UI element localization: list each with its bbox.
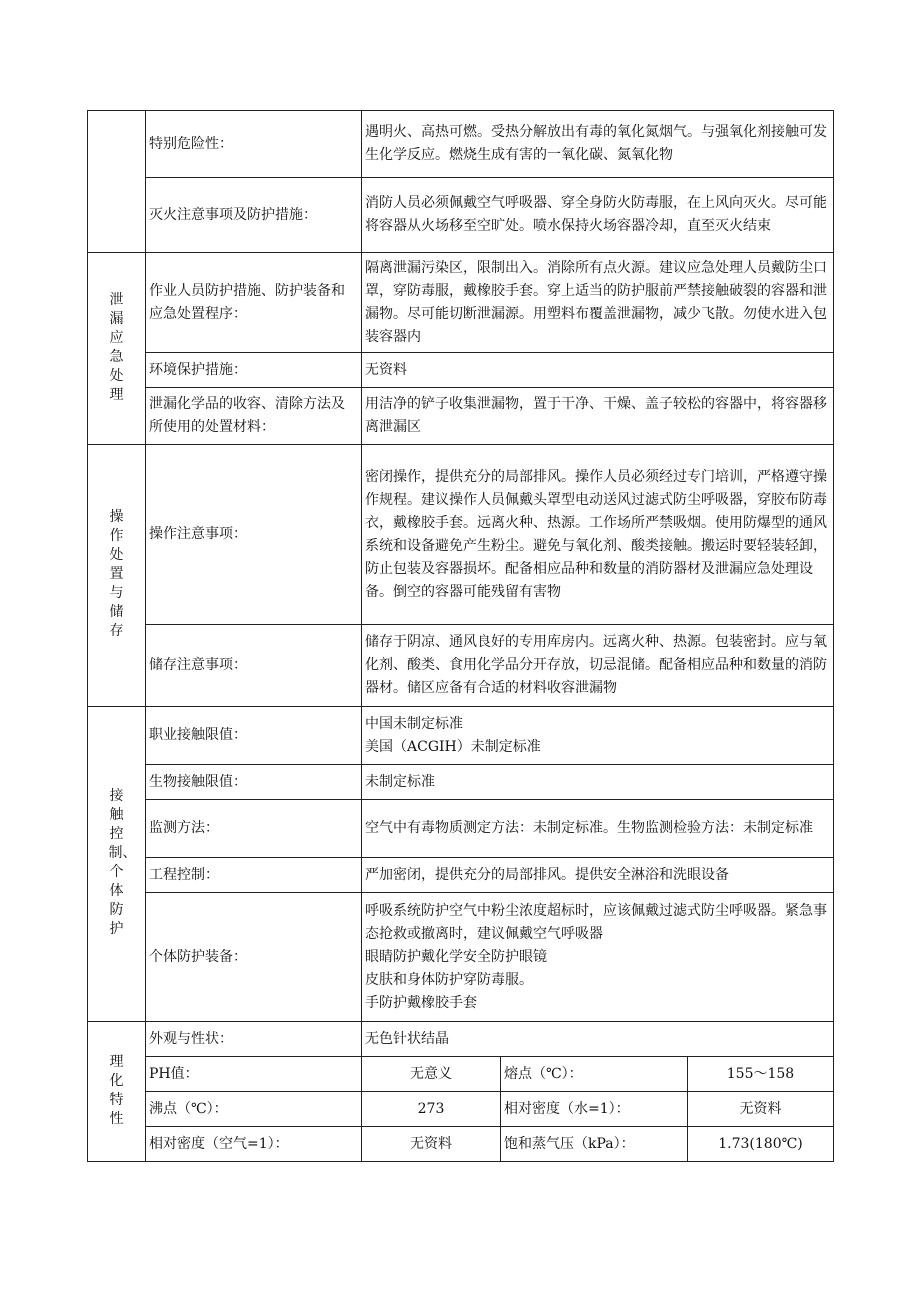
engineering-control-label: 工程控制： bbox=[146, 858, 362, 893]
ppe-label: 个体防护装备： bbox=[146, 893, 362, 1022]
ppe-value bbox=[362, 893, 834, 1022]
msds-table bbox=[87, 110, 834, 1162]
special-hazard-value: 遇明火、高热可燃。受热分解放出有毒的氧化氮烟气。与强氧化剂接触可发生化学反应。燃烧生成有害的一氧化碳、氮氧化物 bbox=[362, 111, 834, 178]
monitoring-label: 监测方法： bbox=[146, 800, 362, 858]
ph-label: PH值： bbox=[146, 1057, 362, 1092]
occupational-limit-value bbox=[362, 707, 834, 765]
table-row bbox=[88, 625, 834, 707]
section-title-handling-text: 操作处置与储存 bbox=[109, 509, 124, 639]
biological-limit-value: 未制定标准 bbox=[362, 765, 834, 800]
relative-density-air-label: 相对密度（空气=1）： bbox=[146, 1127, 362, 1162]
table-row bbox=[88, 1057, 834, 1092]
section-title-physchem-text: 理化特性 bbox=[109, 1053, 124, 1127]
leak-personnel-label: 作业人员防护措施、防护装备和应急处置程序： bbox=[146, 253, 362, 353]
table-row bbox=[88, 253, 834, 353]
table-row bbox=[88, 178, 834, 253]
ppe-hand: 手防护戴橡胶手套 bbox=[365, 994, 477, 1011]
monitoring-value: 空气中有毒物质测定方法：未制定标准。生物监测检验方法：未制定标准 bbox=[362, 800, 834, 858]
table-row bbox=[88, 765, 834, 800]
section-title-leak bbox=[88, 253, 146, 445]
ph-value: 无意义 bbox=[362, 1057, 501, 1092]
section-title-exposure-text: 接触控制、个体防护 bbox=[108, 788, 137, 937]
handling-label: 操作注意事项： bbox=[146, 445, 362, 625]
section-title-leak-text: 泄漏应急处理 bbox=[109, 291, 124, 403]
table-row bbox=[88, 388, 834, 445]
section-title-exposure bbox=[88, 707, 146, 1022]
relative-density-air-value: 无资料 bbox=[362, 1127, 501, 1162]
appearance-label: 外观与性状： bbox=[146, 1022, 362, 1057]
table-row bbox=[88, 800, 834, 858]
firefighting-label: 灭火注意事项及防护措施： bbox=[146, 178, 362, 253]
table-row bbox=[88, 1092, 834, 1127]
table-row bbox=[88, 353, 834, 388]
melting-point-label: 熔点（℃）： bbox=[501, 1057, 688, 1092]
env-protection-value: 无资料 bbox=[362, 353, 834, 388]
section-fire-cell bbox=[88, 111, 146, 253]
storage-value: 储存于阴凉、通风良好的专用库房内。远离火种、热源。包装密封。应与氧化剂、酸类、食用化学品分开存放，切忌混储。配备相应品种和数量的消防器材。储区应备有合适的材料收容泄漏物 bbox=[362, 625, 834, 707]
section-title-handling bbox=[88, 445, 146, 707]
appearance-value: 无色针状结晶 bbox=[362, 1022, 834, 1057]
boiling-point-value: 273 bbox=[362, 1092, 501, 1127]
table-row bbox=[88, 858, 834, 893]
occupational-limit-usa: 美国（ACGIH）未制定标准 bbox=[365, 738, 541, 755]
vapor-pressure-value: 1.73(180℃) bbox=[688, 1127, 834, 1162]
engineering-control-value: 严加密闭，提供充分的局部排风。提供安全淋浴和洗眼设备 bbox=[362, 858, 834, 893]
env-protection-label: 环境保护措施： bbox=[146, 353, 362, 388]
section-title-physchem bbox=[88, 1022, 146, 1162]
boiling-point-label: 沸点（℃）： bbox=[146, 1092, 362, 1127]
ppe-skin: 皮肤和身体防护穿防毒服。 bbox=[365, 971, 533, 988]
special-hazard-label: 特别危险性： bbox=[146, 111, 362, 178]
ppe-eye: 眼睛防护戴化学安全防护眼镜 bbox=[365, 948, 547, 965]
relative-density-water-label: 相对密度（水=1）： bbox=[501, 1092, 688, 1127]
table-row bbox=[88, 445, 834, 625]
firefighting-value: 消防人员必须佩戴空气呼吸器、穿全身防火防毒服，在上风向灭火。尽可能将容器从火场移至空旷处。喷水保持火场容器冷却，直至灭火结束 bbox=[362, 178, 834, 253]
table-row bbox=[88, 893, 834, 1022]
leak-personnel-value: 隔离泄漏污染区，限制出入。消除所有点火源。建议应急处理人员戴防尘口罩，穿防毒服，戴橡胶手套。穿上适当的防护服前严禁接触破裂的容器和泄漏物。尽可能切断泄漏源。用塑料布覆盖泄漏物，减少飞散。勿使水进入包装容器内 bbox=[362, 253, 834, 353]
vapor-pressure-label: 饱和蒸气压（kPa）： bbox=[501, 1127, 688, 1162]
table-row bbox=[88, 1022, 834, 1057]
handling-value: 密闭操作，提供充分的局部排风。操作人员必须经过专门培训，严格遵守操作规程。建议操作人员佩戴头罩型电动送风过滤式防尘呼吸器，穿胶布防毒衣，戴橡胶手套。远离火种、热源。工作场所严禁吸烟。使用防爆型的通风系统和设备避免产生粉尘。避免与氧化剂、酸类接触。搬运时要轻装轻卸，防止包装及容器损坏。配备相应品种和数量的消防器材及泄漏应急处理设备。倒空的容器可能残留有害物 bbox=[362, 445, 834, 625]
table-row bbox=[88, 111, 834, 178]
relative-density-water-value: 无资料 bbox=[688, 1092, 834, 1127]
table-row bbox=[88, 707, 834, 765]
biological-limit-label: 生物接触限值： bbox=[146, 765, 362, 800]
leak-cleanup-label: 泄漏化学品的收容、清除方法及所使用的处置材料： bbox=[146, 388, 362, 445]
melting-point-value: 155～158 bbox=[688, 1057, 834, 1092]
leak-cleanup-value: 用洁净的铲子收集泄漏物，置于干净、干燥、盖子较松的容器中，将容器移离泄漏区 bbox=[362, 388, 834, 445]
table-row bbox=[88, 1127, 834, 1162]
occupational-limit-label: 职业接触限值： bbox=[146, 707, 362, 765]
ppe-respiratory: 呼吸系统防护空气中粉尘浓度超标时，应该佩戴过滤式防尘呼吸器。紧急事态抢救或撤离时，建议佩戴空气呼吸器 bbox=[365, 902, 827, 942]
occupational-limit-china: 中国未制定标准 bbox=[365, 715, 463, 732]
storage-label: 储存注意事项： bbox=[146, 625, 362, 707]
